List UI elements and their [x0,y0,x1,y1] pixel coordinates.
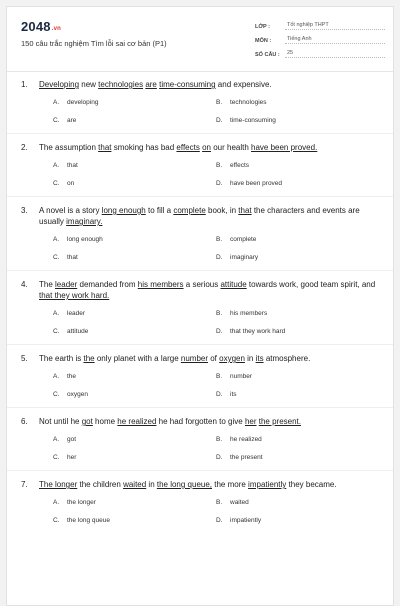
underlined-segment: he realized [117,417,157,426]
underlined-segment: technologies [98,80,144,89]
option-text: his members [230,310,268,317]
underlined-segment: long enough [101,206,146,215]
option-letter: B. [216,236,223,243]
question-number: 1. [21,80,28,89]
option-letter: A. [53,310,60,317]
underlined-segment: oxygen [219,354,245,363]
option-letter: D. [216,328,223,335]
answer-option[interactable] [216,454,379,461]
underlined-segment: attitude [220,280,247,289]
option-text: waited [230,499,249,506]
option-letter: B. [216,499,223,506]
option-letter: B. [216,99,223,106]
text-segment: they became. [286,480,337,489]
underlined-segment: have been proved. [251,143,318,152]
option-text: the present [230,454,263,461]
option-text: the longer [67,499,96,506]
underlined-segment: impatiently [248,480,287,489]
answer-options [53,499,379,524]
underlined-segment: are [145,80,157,89]
question-number: 5. [21,354,28,363]
option-letter: D. [216,254,223,261]
option-text: imaginary [230,254,259,261]
underlined-segment: number [180,354,208,363]
option-text: its [230,391,237,398]
option-text: oxygen [67,391,88,398]
question-divider [7,133,393,134]
document-title: 150 câu trắc nghiệm Tìm lỗi sai cơ bản (P1) [21,39,167,48]
question-line [21,479,379,490]
option-text: that they work hard [230,328,286,335]
option-text: that [67,162,78,169]
answer-option[interactable] [216,499,379,506]
question-text [39,353,310,364]
answer-option[interactable] [53,236,216,243]
answer-option[interactable] [216,310,379,317]
question-item [7,353,393,398]
meta-value: 25 [285,50,385,58]
meta-key: MÔN : [255,38,272,44]
text-segment: towards work, good team spirit, and [246,280,376,289]
question-number: 4. [21,280,28,289]
question-line [21,353,379,364]
question-number: 2. [21,143,28,152]
question-line [21,142,379,153]
option-letter: B. [216,162,223,169]
underlined-segment: the long queue, [156,480,213,489]
answer-option[interactable] [216,517,379,524]
answer-options [53,436,379,461]
text-segment: smoking has bad [111,143,177,152]
answer-option[interactable] [53,328,216,335]
answer-option[interactable] [53,162,216,169]
underlined-segment: the [83,354,95,363]
text-segment: he had forgotten to give [156,417,245,426]
logo-text: 2048 [21,19,51,34]
text-segment: The earth is [39,354,84,363]
question-item [7,479,393,524]
answer-option[interactable] [216,162,379,169]
question-divider [7,470,393,471]
option-text: effects [230,162,250,169]
answer-option[interactable] [216,236,379,243]
option-text: attitude [67,328,89,335]
document-header [7,7,393,69]
question-divider [7,196,393,197]
question-text [39,479,337,490]
question-item [7,416,393,461]
text-segment: the more [212,480,249,489]
text-segment: and expensive. [215,80,272,89]
site-logo[interactable] [21,19,61,34]
answer-option[interactable] [53,436,216,443]
answer-option[interactable] [216,436,379,443]
underlined-segment: her [244,417,257,426]
text-segment: atmosphere. [263,354,311,363]
meta-row-count [255,47,385,58]
underlined-segment: complete [173,206,206,215]
question-line [21,205,379,227]
option-letter: A. [53,236,60,243]
question-divider [7,270,393,271]
meta-key: SỐ CÂU : [255,52,280,58]
answer-option[interactable] [53,310,216,317]
answer-options [53,99,379,124]
question-number: 7. [21,480,28,489]
question-text [39,79,272,90]
underlined-segment: that [98,143,112,152]
option-letter: C. [53,517,60,524]
option-letter: A. [53,499,60,506]
answer-option[interactable] [216,99,379,106]
option-text: impatiently [230,517,262,524]
underlined-segment: The longer [39,480,78,489]
text-segment: in [146,480,157,489]
option-text: the long queue [67,517,111,524]
meta-value: Tiếng Anh [285,36,385,44]
option-letter: D. [216,117,223,124]
underlined-segment: waited [123,480,147,489]
option-letter: B. [216,373,223,380]
text-segment: book, in [205,206,239,215]
option-letter: A. [53,162,60,169]
option-letter: C. [53,454,60,461]
answer-option[interactable] [53,391,216,398]
question-line [21,416,379,427]
option-letter: C. [53,391,60,398]
text-segment: The assumption [39,143,99,152]
answer-option[interactable] [216,254,379,261]
option-letter: A. [53,373,60,380]
option-letter: C. [53,117,60,124]
question-number: 6. [21,417,28,426]
text-segment: A novel is a story [39,206,102,215]
text-segment: only planet with a large [94,354,181,363]
text-segment: our health [210,143,252,152]
answer-options [53,162,379,187]
answer-option[interactable] [53,117,216,124]
option-letter: C. [53,328,60,335]
question-text [39,416,301,427]
option-letter: A. [53,99,60,106]
answer-option[interactable] [216,328,379,335]
underlined-segment: on [202,143,211,152]
question-divider [7,344,393,345]
answer-option[interactable] [216,180,379,187]
meta-row-class [255,19,385,30]
answer-option[interactable] [53,499,216,506]
answer-option[interactable] [216,373,379,380]
meta-row-subject [255,33,385,44]
question-item [7,279,393,335]
underlined-segment: time-consuming [159,80,216,89]
option-letter: D. [216,180,223,187]
answer-option[interactable] [216,391,379,398]
question-line [21,79,379,90]
answer-option[interactable] [53,517,216,524]
text-segment: home [92,417,118,426]
option-text: her [67,454,77,461]
option-text: on [67,180,75,187]
option-text: he realized [230,436,262,443]
text-segment: the children [77,480,124,489]
underlined-segment: Developing [39,80,80,89]
answer-options [53,310,379,335]
option-text: developing [67,99,99,106]
underlined-segment: got [81,417,93,426]
answer-option[interactable] [53,454,216,461]
question-item [7,205,393,261]
text-segment: The [39,280,56,289]
text-segment: new [79,80,99,89]
document-meta [255,19,385,61]
option-text: long enough [67,236,103,243]
text-segment: Not until he [39,417,82,426]
option-text: time-consuming [230,117,276,124]
option-text: technologies [230,99,267,106]
underlined-segment: imaginary. [66,217,103,226]
option-text: leader [67,310,86,317]
option-text: have been proved [230,180,283,187]
question-list [7,79,393,524]
underlined-segment: effects [176,143,200,152]
question-text [39,279,379,301]
option-letter: D. [216,391,223,398]
header-divider [7,71,393,72]
text-segment: demanded from [77,280,138,289]
question-line [21,279,379,301]
text-segment: to fill a [145,206,174,215]
answer-option[interactable] [216,117,379,124]
option-letter: B. [216,310,223,317]
option-text: number [230,373,253,380]
question-divider [7,407,393,408]
answer-option[interactable] [53,373,216,380]
text-segment: of [208,354,220,363]
option-letter: A. [53,436,60,443]
option-text: are [67,117,77,124]
text-segment: a serious [183,280,221,289]
underlined-segment: his members [137,280,184,289]
answer-option[interactable] [53,254,216,261]
underlined-segment: that they work hard. [39,291,110,300]
question-number: 3. [21,206,28,215]
answer-options [53,236,379,261]
option-letter: C. [53,180,60,187]
question-item [7,79,393,124]
text-segment: in [244,354,256,363]
option-text: the [67,373,77,380]
document-page [6,6,394,606]
option-text: complete [230,236,257,243]
option-text: that [67,254,78,261]
underlined-segment: leader [55,280,78,289]
question-item [7,142,393,187]
meta-value: Tốt nghiệp THPT [285,22,385,30]
text-segment: the characters and events are usually [39,206,360,226]
option-text: got [67,436,77,443]
option-letter: D. [216,454,223,461]
meta-key: LỚP : [255,24,270,30]
answer-options [53,373,379,398]
logo-suffix: .vn [51,26,62,32]
underlined-segment: its [255,354,264,363]
option-letter: B. [216,436,223,443]
answer-option[interactable] [53,99,216,106]
question-text [39,142,317,153]
underlined-segment: the present. [258,417,301,426]
option-letter: D. [216,517,223,524]
answer-option[interactable] [53,180,216,187]
option-letter: C. [53,254,60,261]
question-text [39,205,379,227]
underlined-segment: that [238,206,252,215]
